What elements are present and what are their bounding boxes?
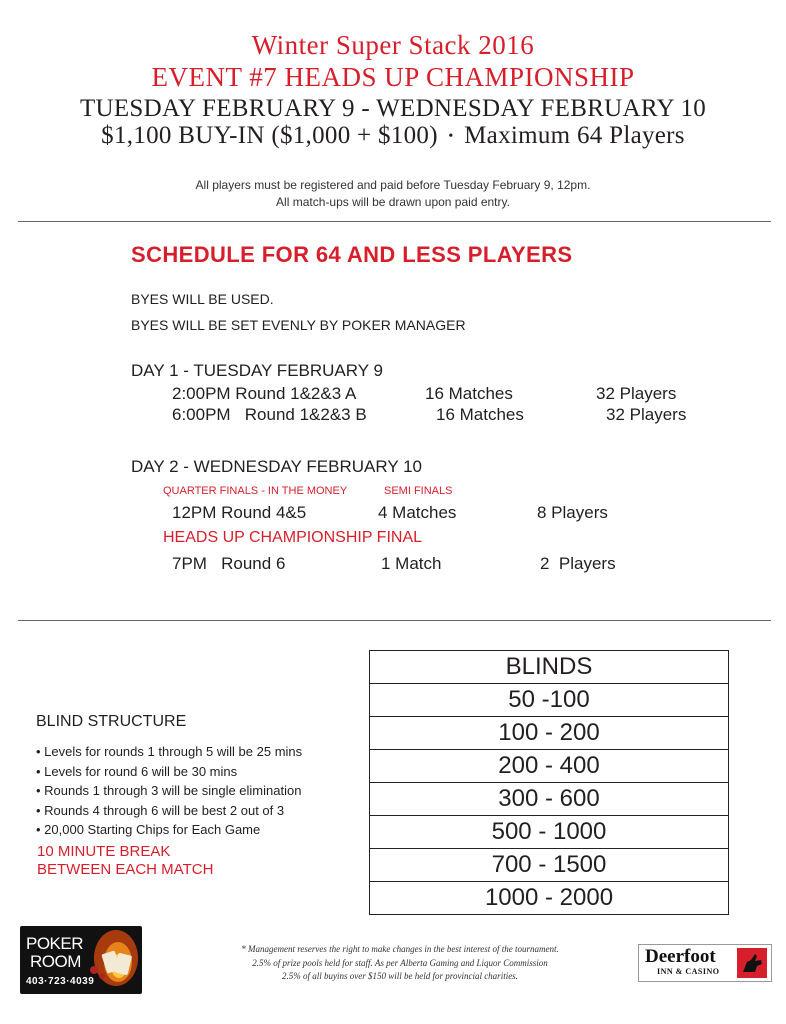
divider-middle	[18, 620, 771, 621]
day1-row1-round: 2:00PM Round 1&2&3 A	[172, 384, 357, 403]
list-item: • Levels for rounds 1 through 5 will be 25 mins	[36, 742, 302, 762]
deerfoot-sub: INN & CASINO	[657, 967, 720, 976]
table-row: 500 - 1000	[370, 816, 728, 849]
deerfoot-name: Deerfoot	[645, 946, 716, 967]
list-item: • Levels for round 6 will be 30 mins	[36, 762, 302, 782]
list-item: • 20,000 Starting Chips for Each Game	[36, 820, 302, 840]
poker-room-phone: 403·723·4039	[26, 976, 95, 987]
break-note-line1: 10 MINUTE BREAK	[37, 843, 171, 860]
poker-room-logo	[20, 926, 142, 994]
table-row: 300 - 600	[370, 783, 728, 816]
day2-row1-players: 8 Players	[537, 503, 608, 522]
day1-row2-players: 32 Players	[606, 405, 687, 424]
list-item: • Rounds 1 through 3 will be single elimination	[36, 781, 302, 801]
day2-row2-round: 7PM Round 6	[172, 554, 286, 573]
table-row: 200 - 400	[370, 750, 728, 783]
day2-row1-round: 12PM Round 4&5	[172, 503, 307, 522]
registration-note-line1: All players must be registered and paid before Tuesday February 9, 12pm.	[195, 178, 591, 192]
list-item: • Rounds 4 through 6 will be best 2 out of 3	[36, 801, 302, 821]
blinds-header: BLINDS	[370, 651, 728, 684]
poker-word: POKER	[26, 934, 84, 953]
table-row: 100 - 200	[370, 717, 728, 750]
event-title: EVENT #7 HEADS UP CHAMPIONSHIP	[151, 62, 635, 92]
max-players-text: Maximum 64 Players	[464, 122, 685, 149]
byes-note-1: BYES WILL BE USED.	[131, 291, 274, 307]
semi-finals-label: SEMI FINALS	[384, 485, 453, 497]
day1-row2-round: 6:00PM Round 1&2&3 B	[172, 405, 367, 424]
blind-structure-title: BLIND STRUCTURE	[36, 713, 187, 730]
day1-row1-matches: 16 Matches	[425, 384, 513, 403]
day1-row2-matches: 16 Matches	[436, 405, 524, 424]
footer-note-1: * Management reserves the right to make changes in the best interest of the tournament.	[241, 944, 559, 954]
day2-row1-matches: 4 Matches	[378, 503, 457, 522]
final-label: HEADS UP CHAMPIONSHIP FINAL	[163, 529, 423, 546]
buyin-line	[0, 122, 786, 150]
buyin-text: $1,100 BUY-IN ($1,000 + $100)	[101, 122, 438, 149]
divider-top	[18, 221, 771, 222]
separator-dot: •	[448, 129, 454, 145]
day2-row2-matches: 1 Match	[381, 554, 442, 573]
registration-note-line2: All match-ups will be drawn upon paid entry.	[276, 195, 510, 209]
blind-structure-list	[36, 742, 302, 840]
table-row: 50 -100	[370, 684, 728, 717]
deerfoot-logo	[638, 944, 772, 982]
table-row: 1000 - 2000	[484, 884, 614, 911]
day2-heading: DAY 2 - WEDNESDAY FEBRUARY 10	[131, 457, 422, 476]
table-row: 700 - 1500	[370, 849, 728, 882]
byes-note-2: BYES WILL BE SET EVENLY BY POKER MANAGER	[131, 317, 466, 333]
break-note-line2: BETWEEN EACH MATCH	[37, 861, 214, 878]
schedule-title: SCHEDULE FOR 64 AND LESS PLAYERS	[131, 242, 573, 267]
event-series-title: Winter Super Stack 2016	[251, 30, 535, 60]
room-word: ROOM	[30, 952, 81, 971]
day1-heading: DAY 1 - TUESDAY FEBRUARY 9	[131, 361, 383, 380]
blinds-table	[369, 650, 729, 915]
quarter-finals-label: QUARTER FINALS - IN THE MONEY	[163, 485, 348, 497]
footer-note-3: 2.5% of all buyins over $150 will be held for provincial charities.	[282, 971, 518, 981]
day2-row2-players: 2 Players	[540, 554, 616, 573]
day1-row1-players: 32 Players	[596, 384, 677, 403]
event-dates: TUESDAY FEBRUARY 9 - WEDNESDAY FEBRUARY 10	[79, 95, 707, 122]
footer-note-2: 2.5% of prize pools held for staff. As per Alberta Gaming and Liquor Commission	[252, 958, 548, 968]
deer-icon	[737, 948, 767, 978]
